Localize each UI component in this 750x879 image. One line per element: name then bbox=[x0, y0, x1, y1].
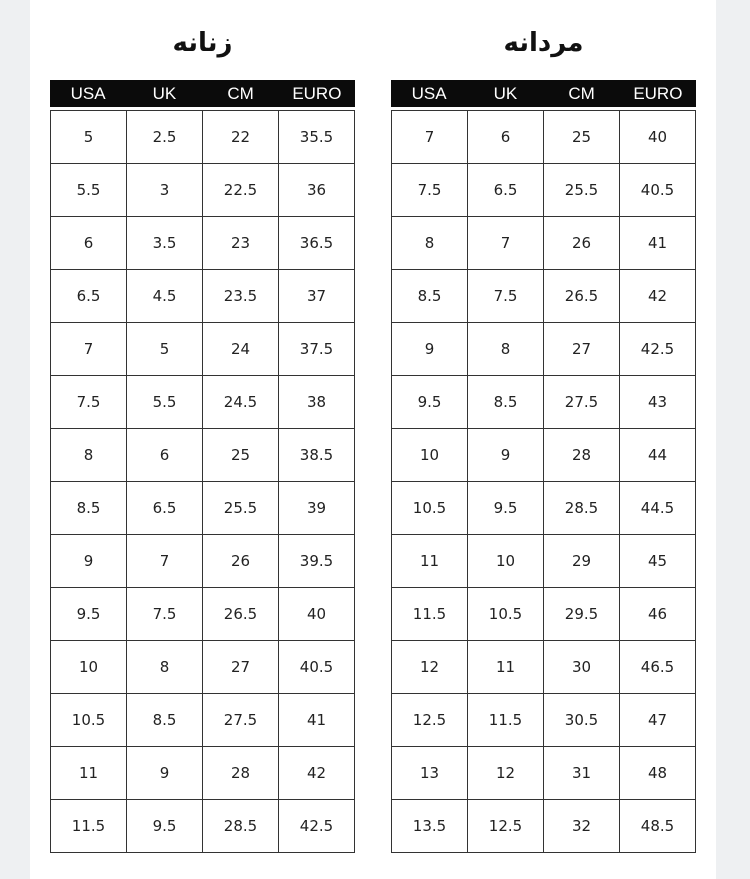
table-row bbox=[392, 481, 695, 534]
size-cell-euro: 39 bbox=[278, 482, 354, 534]
table-row bbox=[392, 216, 695, 269]
size-cell-cm: 25 bbox=[202, 429, 278, 481]
size-cell-uk: 8 bbox=[467, 323, 543, 375]
size-cell-usa: 8.5 bbox=[417, 287, 442, 305]
men-title: مردانه bbox=[503, 28, 584, 58]
column-header-uk: UK bbox=[152, 84, 177, 103]
table-row bbox=[51, 534, 354, 587]
table-row bbox=[392, 799, 695, 852]
size-cell-uk: 3.5 bbox=[126, 217, 202, 269]
column-header-usa: USA bbox=[411, 84, 447, 103]
size-cell-usa: 6 bbox=[83, 234, 94, 252]
size-cell-cm: 29.5 bbox=[543, 588, 619, 640]
size-cell-euro: 36 bbox=[278, 164, 354, 216]
size-cell-euro: 44.5 bbox=[619, 482, 695, 534]
table-row bbox=[51, 322, 354, 375]
size-cell-cm: 22 bbox=[202, 111, 278, 163]
size-cell-cm: 27 bbox=[543, 323, 619, 375]
women-table-body bbox=[50, 110, 355, 853]
table-row bbox=[51, 375, 354, 428]
size-cell-cm: 26 bbox=[202, 535, 278, 587]
size-cell-usa: 6.5 bbox=[76, 287, 101, 305]
size-cell-uk: 10.5 bbox=[467, 588, 543, 640]
size-cell-cm: 26 bbox=[543, 217, 619, 269]
size-cell-cm: 22.5 bbox=[202, 164, 278, 216]
size-cell-uk: 9 bbox=[126, 747, 202, 799]
size-cell-cm: 25.5 bbox=[202, 482, 278, 534]
column-header-cm: CM bbox=[568, 84, 595, 103]
size-cell-cm: 26.5 bbox=[543, 270, 619, 322]
size-cell-usa: 12 bbox=[419, 658, 440, 676]
women-table-header bbox=[50, 80, 355, 107]
size-cell-cm: 24 bbox=[202, 323, 278, 375]
size-cell-euro: 42.5 bbox=[278, 800, 354, 852]
column-header-cm: CM bbox=[227, 84, 254, 103]
men-table-body bbox=[391, 110, 696, 853]
table-row bbox=[51, 746, 354, 799]
size-cell-cm: 30 bbox=[543, 641, 619, 693]
size-cell-uk: 5 bbox=[126, 323, 202, 375]
size-chart-page bbox=[30, 0, 716, 879]
size-cell-usa: 11 bbox=[419, 552, 440, 570]
size-cell-cm: 28 bbox=[202, 747, 278, 799]
table-row bbox=[392, 534, 695, 587]
table-row bbox=[51, 163, 354, 216]
men-size-table bbox=[391, 80, 696, 853]
table-row bbox=[392, 746, 695, 799]
size-cell-usa: 7.5 bbox=[76, 393, 101, 411]
table-row bbox=[392, 110, 695, 163]
table-row bbox=[392, 163, 695, 216]
size-cell-uk: 12 bbox=[467, 747, 543, 799]
size-cell-cm: 28 bbox=[543, 429, 619, 481]
size-cell-usa: 9 bbox=[83, 552, 94, 570]
size-cell-usa: 9.5 bbox=[417, 393, 442, 411]
size-cell-uk: 6.5 bbox=[467, 164, 543, 216]
size-cell-cm: 23 bbox=[202, 217, 278, 269]
size-cell-euro: 46 bbox=[619, 588, 695, 640]
size-cell-usa: 8 bbox=[424, 234, 435, 252]
table-row bbox=[51, 799, 354, 852]
size-cell-euro: 47 bbox=[619, 694, 695, 746]
table-row bbox=[51, 428, 354, 481]
size-cell-uk: 11.5 bbox=[467, 694, 543, 746]
size-cell-euro: 40 bbox=[278, 588, 354, 640]
column-header-euro: EURO bbox=[292, 84, 342, 103]
size-cell-cm: 28.5 bbox=[202, 800, 278, 852]
size-cell-euro: 42 bbox=[278, 747, 354, 799]
table-row bbox=[51, 481, 354, 534]
size-cell-euro: 36.5 bbox=[278, 217, 354, 269]
table-row bbox=[392, 640, 695, 693]
size-cell-cm: 32 bbox=[543, 800, 619, 852]
size-cell-euro: 38.5 bbox=[278, 429, 354, 481]
size-cell-euro: 39.5 bbox=[278, 535, 354, 587]
size-cell-cm: 25 bbox=[543, 111, 619, 163]
size-cell-cm: 25.5 bbox=[543, 164, 619, 216]
size-cell-usa: 7 bbox=[424, 128, 435, 146]
size-cell-euro: 48.5 bbox=[619, 800, 695, 852]
size-cell-uk: 6.5 bbox=[126, 482, 202, 534]
size-cell-euro: 44 bbox=[619, 429, 695, 481]
table-row bbox=[392, 428, 695, 481]
column-header-euro: EURO bbox=[633, 84, 683, 103]
size-cell-cm: 28.5 bbox=[543, 482, 619, 534]
size-cell-euro: 40.5 bbox=[619, 164, 695, 216]
table-row bbox=[51, 587, 354, 640]
size-cell-euro: 37.5 bbox=[278, 323, 354, 375]
size-cell-usa: 9.5 bbox=[76, 605, 101, 623]
size-cell-uk: 5.5 bbox=[126, 376, 202, 428]
size-cell-cm: 27 bbox=[202, 641, 278, 693]
size-cell-usa: 8 bbox=[83, 446, 94, 464]
size-cell-uk: 3 bbox=[126, 164, 202, 216]
table-row bbox=[392, 375, 695, 428]
size-cell-cm: 27.5 bbox=[202, 694, 278, 746]
size-cell-usa: 8.5 bbox=[76, 499, 101, 517]
size-cell-usa: 10 bbox=[78, 658, 99, 676]
size-cell-euro: 46.5 bbox=[619, 641, 695, 693]
size-cell-cm: 26.5 bbox=[202, 588, 278, 640]
size-cell-usa: 11.5 bbox=[71, 817, 106, 835]
size-cell-euro: 45 bbox=[619, 535, 695, 587]
size-cell-euro: 35.5 bbox=[278, 111, 354, 163]
size-cell-uk: 6 bbox=[467, 111, 543, 163]
women-size-table bbox=[50, 80, 355, 853]
size-cell-euro: 37 bbox=[278, 270, 354, 322]
size-cell-uk: 8.5 bbox=[467, 376, 543, 428]
size-cell-uk: 6 bbox=[126, 429, 202, 481]
size-cell-euro: 42 bbox=[619, 270, 695, 322]
size-cell-euro: 41 bbox=[278, 694, 354, 746]
size-cell-usa: 5 bbox=[83, 128, 94, 146]
size-cell-euro: 38 bbox=[278, 376, 354, 428]
size-cell-uk: 9 bbox=[467, 429, 543, 481]
size-cell-uk: 7 bbox=[467, 217, 543, 269]
size-cell-uk: 11 bbox=[467, 641, 543, 693]
size-cell-cm: 31 bbox=[543, 747, 619, 799]
size-cell-uk: 8.5 bbox=[126, 694, 202, 746]
column-header-usa: USA bbox=[70, 84, 106, 103]
size-cell-cm: 23.5 bbox=[202, 270, 278, 322]
size-cell-euro: 42.5 bbox=[619, 323, 695, 375]
size-cell-uk: 8 bbox=[126, 641, 202, 693]
size-cell-cm: 24.5 bbox=[202, 376, 278, 428]
size-cell-euro: 40.5 bbox=[278, 641, 354, 693]
table-row bbox=[392, 269, 695, 322]
size-cell-uk: 7.5 bbox=[467, 270, 543, 322]
size-cell-usa: 10.5 bbox=[71, 711, 106, 729]
size-cell-usa: 10.5 bbox=[412, 499, 447, 517]
size-cell-euro: 48 bbox=[619, 747, 695, 799]
size-cell-usa: 9 bbox=[424, 340, 435, 358]
size-cell-usa: 7.5 bbox=[417, 181, 442, 199]
size-cell-usa: 7 bbox=[83, 340, 94, 358]
size-cell-uk: 7 bbox=[126, 535, 202, 587]
size-cell-uk: 12.5 bbox=[467, 800, 543, 852]
size-cell-uk: 9.5 bbox=[467, 482, 543, 534]
size-cell-uk: 2.5 bbox=[126, 111, 202, 163]
table-row bbox=[51, 640, 354, 693]
size-cell-uk: 9.5 bbox=[126, 800, 202, 852]
table-row bbox=[392, 322, 695, 375]
size-cell-usa: 5.5 bbox=[76, 181, 101, 199]
size-cell-usa: 12.5 bbox=[412, 711, 447, 729]
size-cell-uk: 10 bbox=[467, 535, 543, 587]
table-row bbox=[51, 693, 354, 746]
size-cell-uk: 7.5 bbox=[126, 588, 202, 640]
women-title: زنانه bbox=[172, 28, 233, 58]
size-cell-euro: 41 bbox=[619, 217, 695, 269]
size-cell-usa: 13.5 bbox=[412, 817, 447, 835]
size-cell-usa: 13 bbox=[419, 764, 440, 782]
men-table-header bbox=[391, 80, 696, 107]
table-row bbox=[392, 587, 695, 640]
column-header-uk: UK bbox=[493, 84, 518, 103]
size-cell-usa: 10 bbox=[419, 446, 440, 464]
size-cell-euro: 43 bbox=[619, 376, 695, 428]
table-row bbox=[392, 693, 695, 746]
size-cell-euro: 40 bbox=[619, 111, 695, 163]
size-cell-cm: 30.5 bbox=[543, 694, 619, 746]
size-cell-cm: 27.5 bbox=[543, 376, 619, 428]
size-cell-usa: 11.5 bbox=[412, 605, 447, 623]
size-cell-uk: 4.5 bbox=[126, 270, 202, 322]
size-cell-cm: 29 bbox=[543, 535, 619, 587]
size-cell-usa: 11 bbox=[78, 764, 99, 782]
table-row bbox=[51, 110, 354, 163]
table-row bbox=[51, 216, 354, 269]
table-row bbox=[51, 269, 354, 322]
